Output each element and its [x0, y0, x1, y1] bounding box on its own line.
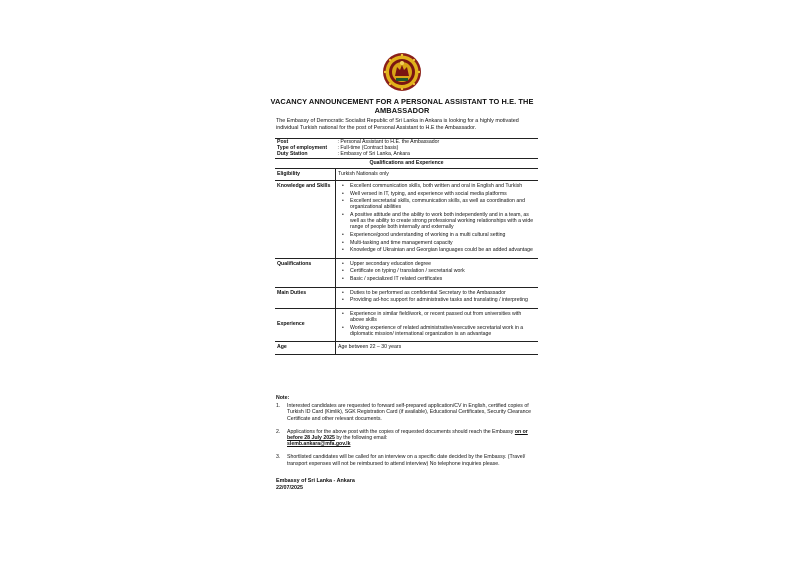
note-text-part: Applications for the above post with the copies of requested documents should reach the Embassy — [287, 428, 514, 435]
qualifications-heading-row — [275, 158, 538, 168]
section-list-cell — [336, 308, 539, 342]
main-duties-row — [275, 287, 538, 308]
section-list-cell — [336, 258, 539, 287]
intro-paragraph: The Embassy of Democratic Socialist Republic of Sri Lanka in Ankara is looking for a highly motivated individual Turkish national for the post of Personal Assistant to H.E the Ambassador. — [276, 118, 519, 131]
list-item: • Experience in similar field/work, or recent passed out from universities with above skills — [350, 311, 536, 323]
section-value: Turkish Nationals only — [336, 168, 539, 180]
info-value: : Full-time (Contract basis) — [337, 145, 399, 152]
note-text-part: by the following email: — [336, 435, 388, 442]
notes-section — [276, 395, 538, 474]
qualifications-list — [338, 261, 536, 282]
notes-heading: Note: — [276, 395, 290, 401]
age-row — [275, 342, 538, 354]
note-number: 2. — [276, 428, 281, 435]
list-item: • Providing ad-hoc support for administrative tasks and translating / interpreting — [350, 297, 536, 303]
section-label: Age — [275, 342, 336, 354]
note-text — [287, 429, 538, 448]
note-item — [276, 454, 538, 466]
qualifications-row — [275, 258, 538, 287]
qualifications-heading: Qualifications and Experience — [275, 158, 538, 168]
note-number: 1. — [276, 403, 281, 410]
title-line-1: VACANCY ANNOUNCEMENT FOR A PERSONAL ASSISTANT TO H.E. THE — [270, 97, 534, 106]
info-value: : Embassy of Sri Lanka, Ankara — [337, 151, 410, 158]
title-line-2: AMBASSADOR — [374, 106, 430, 115]
page-title — [270, 97, 534, 115]
signature-date: 22/07/2025 — [276, 485, 303, 491]
note-text: Shortlisted candidates will be called for an interview on a specific date decided by the Embassy. (Travel/ transport expenses will not be reimbursed to attend interview) No telephone inquiries please. — [287, 454, 526, 467]
list-item: • Excellent communication skills, both written and oral in English and Turkish — [350, 183, 536, 189]
section-label: Eligibility — [275, 168, 336, 180]
eligibility-row — [275, 168, 538, 180]
list-item: • Knowledge of Ukrainian and Georgian languages could be an added advantage — [350, 247, 536, 253]
signature-block — [276, 478, 355, 492]
section-list-cell — [336, 287, 539, 308]
note-item — [276, 403, 538, 422]
info-label: Duty Station — [277, 151, 308, 158]
list-item: • Upper secondary education degree — [350, 261, 536, 267]
list-item: • Experience/good understanding of working in a multi cultural setting — [350, 232, 536, 238]
note-text: Interested candidates are requested to forward self-prepared application/CV in English, certified copies of Turkish ID Card (Kimlik), SGK Registration Card (if available), Educational Certificates, Security Clearance Certificate and other relevant documents. — [287, 403, 531, 422]
info-label: Type of employment — [277, 145, 328, 152]
info-row-post — [275, 139, 538, 146]
list-item: • Duties to be performed as confidential Secretary to the Ambassador — [350, 290, 536, 296]
experience-list — [338, 311, 536, 337]
info-label: Post — [275, 139, 336, 146]
note-item — [276, 429, 538, 448]
info-row-duty-station — [275, 151, 538, 158]
email-link[interactable]: slemb.ankara@mfa.gov.lk — [287, 441, 351, 448]
signature-line-1: Embassy of Sri Lanka - Ankara — [276, 478, 355, 484]
section-label: Main Duties — [275, 287, 336, 308]
list-item: • Excellent secretarial skills, communication skills, as well as coordination and organizational abilities — [350, 198, 536, 210]
experience-row — [275, 308, 538, 342]
vacancy-details-table — [275, 138, 538, 355]
list-item: • A positive attitude and the ability to work both independently and in a team, as well as the ability to create strong professional working relationships with a wide range of people both internally and externally — [350, 212, 536, 231]
section-label: Qualifications — [275, 258, 336, 287]
section-label: Experience — [275, 308, 336, 342]
sri-lanka-emblem-icon — [382, 52, 422, 92]
note-number: 3. — [276, 454, 281, 461]
main-duties-list — [338, 290, 536, 304]
section-list-cell — [336, 181, 539, 259]
section-label: Knowledge and Skills — [275, 181, 336, 259]
deadline-text: on or before 28 July 2025 — [287, 428, 528, 442]
section-value: Age between 22 – 30 years — [336, 342, 539, 354]
knowledge-skills-row — [275, 181, 538, 259]
list-item: • Multi-tasking and time management capacity — [350, 240, 536, 246]
list-item: • Basic / specialized IT related certificates — [350, 276, 536, 282]
list-item: • Well versed in IT, typing, and experience with social media platforms — [350, 191, 536, 197]
info-value: : Personal Assistant to H.E. the Ambassador — [336, 139, 539, 146]
list-item: • Certificate on typing / translation / secretarial work — [350, 268, 536, 274]
knowledge-list — [338, 183, 536, 253]
list-item: • Working experience of related administrative/executive secretarial work in a diplomatic mission/ international organization is an advantage — [350, 325, 536, 337]
